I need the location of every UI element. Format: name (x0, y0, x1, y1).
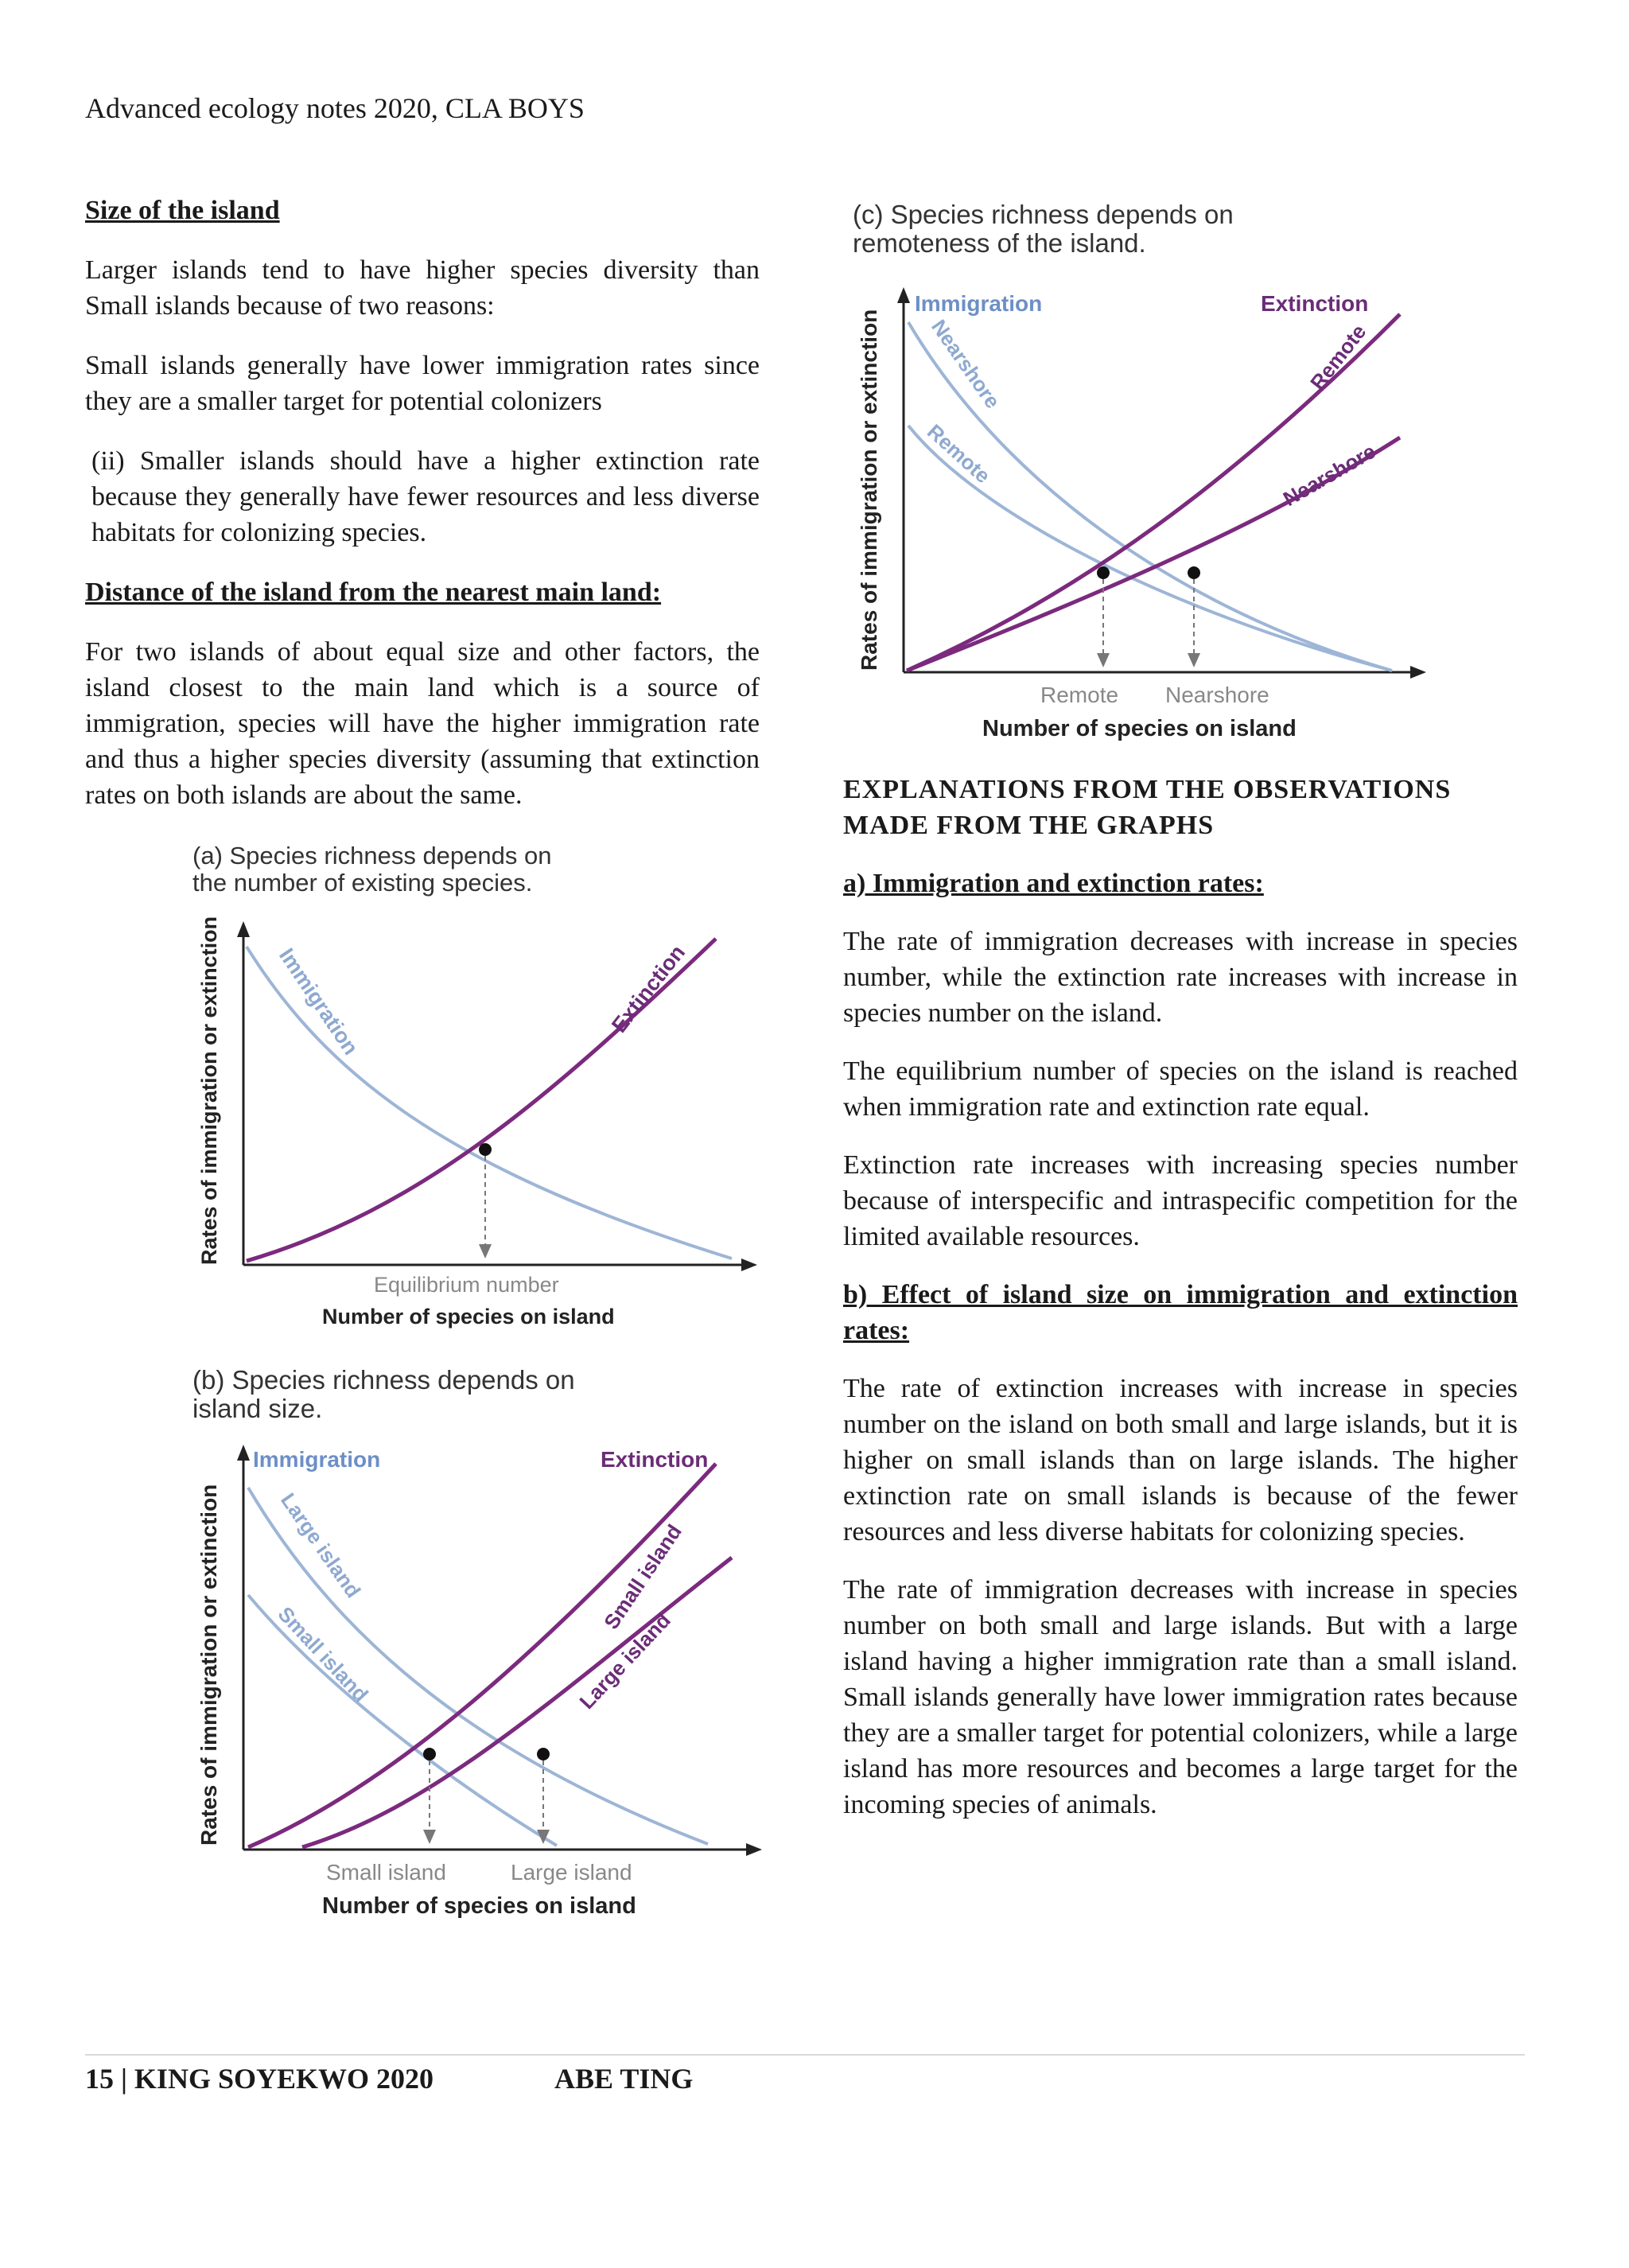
figure-c-eq-remote-label: Remote (1040, 683, 1119, 707)
figure-b-title-line2: island size. (192, 1394, 323, 1423)
figure-a-extinction-label: Extinction (607, 940, 690, 1037)
paragraph-rate-of-immigration: The rate of immigration decreases with increase in species number, while the extinction rate increases with increase in species number on the island. (843, 927, 1518, 1028)
heading-size-of-island: Size of the island (85, 196, 280, 225)
footer-author: ABE TING (554, 2063, 694, 2095)
heading-island-size-effect: b) Effect of island size on immigration and extinction rates: (843, 1280, 1518, 1345)
figure-a-eq-label: Equilibrium number (374, 1273, 559, 1297)
figure-b-legend-extinction: Extinction (601, 1447, 709, 1472)
paragraph-small-islands-immigration: Small islands generally have lower immigration rates since they are a smaller target for potential colonizers (85, 351, 760, 416)
paragraph-immigration-size: The rate of immigration decreases with increase in species number on both small and large islands. But with a large island having a higher immigration rate than a small island. Small islands generally have lower immigration rates because they are a smaller target for potential colonizers, while a large island has more resources and becomes a large target for the incoming species of animals. (843, 1575, 1518, 1819)
figure-c-y-label: Rates of immigration or extinction (857, 309, 881, 671)
figure-a-x-label: Number of species on island (322, 1305, 615, 1329)
heading-explanations-line2: MADE FROM THE GRAPHS (843, 811, 1215, 840)
figure-a-drop-arrow (479, 1244, 492, 1258)
heading-immigration-extinction: a) Immigration and extinction rates: (843, 869, 1264, 898)
figure-c-remote-equilibrium-point (1097, 566, 1110, 579)
figure-b-legend-immigration: Immigration (253, 1447, 381, 1472)
figure-b-ext-large-label: Large island (574, 1608, 675, 1714)
figure-c-legend-immigration: Immigration (915, 291, 1043, 316)
paragraph-competition: Extinction rate increases with increasing species number because of interspecific and intraspecific competition for the limited available resources. (843, 1150, 1518, 1251)
figure-c-remote-drop-arrow (1097, 653, 1110, 667)
figure-b (183, 1360, 772, 1933)
figure-c-nearshore-drop-arrow (1188, 653, 1200, 667)
figure-c-ext-remote-label: Remote (1305, 320, 1371, 395)
figure-a-immigration-label: Immigration (274, 943, 364, 1060)
footer-page-label: 15 | KING SOYEKWO 2020 (85, 2063, 433, 2095)
paragraph-extinction-size: The rate of extinction increases with increase in species number on the island on both small and large islands, but it is higher on small islands than on large islands. The higher extinction rate on small islands is because of the fewer resources and less diverse habitats for colonizing species. (843, 1374, 1518, 1546)
figure-b-title-line1: (b) Species richness depends on (192, 1365, 575, 1395)
figure-b-large-equilibrium-point (537, 1748, 550, 1760)
figure-b-x-label: Number of species on island (322, 1893, 636, 1919)
figure-b-small-drop-arrow (423, 1830, 436, 1844)
figure-c-x-arrow (1410, 666, 1426, 679)
figure-a-y-label: Rates of immigration or extinction (197, 916, 221, 1265)
figure-c-nearshore-equilibrium-point (1188, 566, 1200, 579)
figure-b-x-arrow (746, 1843, 762, 1856)
paragraph-distance: For two islands of about equal size and other factors, the island closest to the main land which is a source of immigration, species will have the higher immigration rate and thus a higher species diversity (assuming that extinction rates on both islands are about the same. (85, 637, 760, 810)
paragraph-larger-islands: Larger islands tend to have higher species diversity than Small islands because of two reasons: (85, 255, 760, 321)
heading-explanations-line1: EXPLANATIONS FROM THE OBSERVATIONS (843, 775, 1452, 804)
figure-a-title-line2: the number of existing species. (192, 869, 533, 897)
figure-b-imm-large-label: Large island (276, 1488, 366, 1602)
heading-distance: Distance of the island from the nearest main land: (85, 578, 662, 607)
figure-a-title-line1: (a) Species richness depends on (192, 842, 552, 869)
figure-b-y-label: Rates of immigration or extinction (196, 1484, 221, 1846)
figure-a-y-arrow (237, 921, 250, 937)
figure-c (843, 195, 1448, 752)
left-column (85, 193, 760, 813)
right-column (843, 772, 1518, 1823)
figure-c-imm-nearshore-label: Nearshore (927, 315, 1005, 413)
figure-a-equilibrium-point (479, 1143, 492, 1156)
figure-b-small-equilibrium-point (423, 1748, 436, 1760)
figure-b-imm-small-label: Small island (273, 1601, 374, 1707)
footer-divider (85, 2054, 1525, 2056)
page-header: Advanced ecology notes 2020, CLA BOYS (85, 92, 585, 124)
figure-c-legend-extinction: Extinction (1261, 291, 1369, 316)
figure-c-x-label: Number of species on island (982, 716, 1297, 741)
paragraph-equilibrium: The equilibrium number of species on the island is reached when immigration rate and extinction rate equal. (843, 1056, 1518, 1122)
figure-c-y-arrow (897, 287, 910, 303)
figure-c-eq-nearshore-label: Nearshore (1165, 683, 1269, 707)
figure-c-title-line2: remoteness of the island. (853, 228, 1146, 258)
figure-c-ext-nearshore-label: Nearshore (1279, 438, 1380, 512)
figure-b-eq-small-label: Small island (326, 1860, 446, 1885)
figure-b-ext-small-label: Small island (599, 1519, 686, 1634)
figure-a (183, 835, 772, 1336)
figure-b-eq-large-label: Large island (511, 1860, 632, 1885)
figure-b-y-arrow (237, 1445, 250, 1461)
figure-a-x-arrow (741, 1258, 757, 1271)
paragraph-smaller-islands-extinction: (ii) Smaller islands should have a higher extinction rate because they generally have fewer resources and less diverse habitats for colonizing species. (91, 446, 760, 547)
figure-b-extinction-large-curve (302, 1558, 732, 1847)
figure-c-title-line1: (c) Species richness depends on (853, 200, 1234, 229)
figure-c-imm-remote-label: Remote (922, 419, 995, 488)
